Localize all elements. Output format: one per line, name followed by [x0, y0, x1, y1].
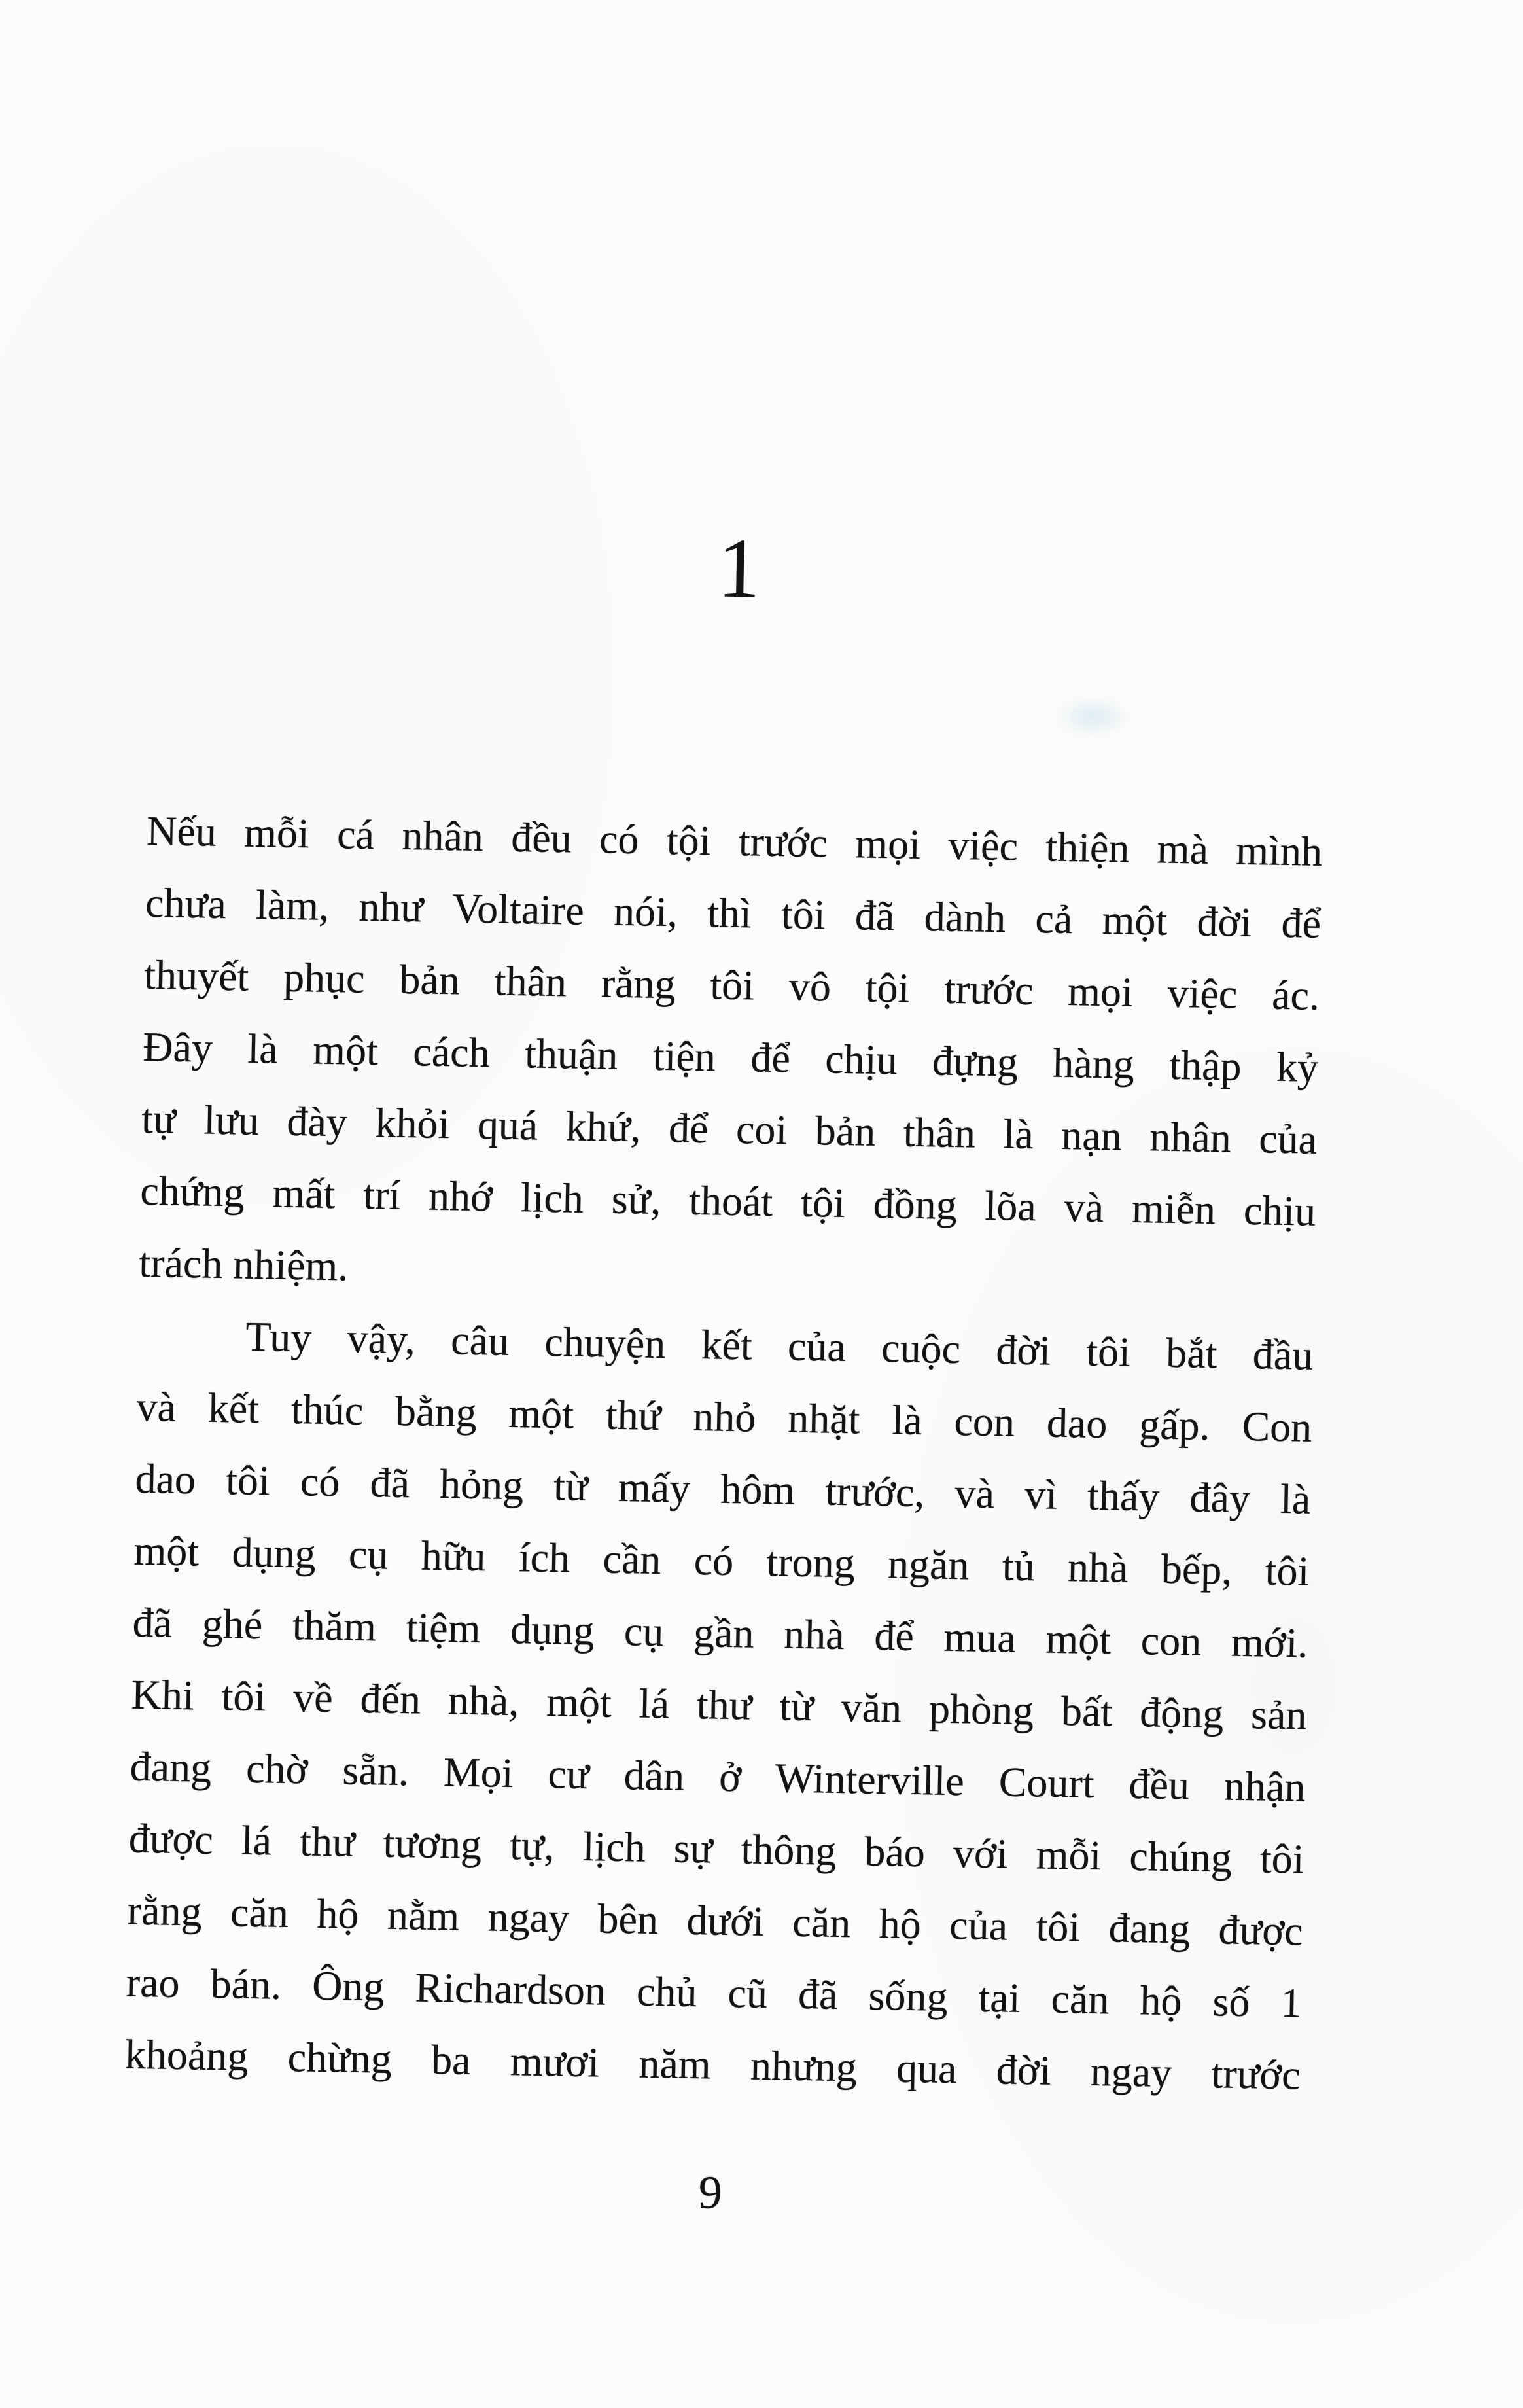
- text-line: đã ghé thăm tiệm dụng cụ gần nhà để mua một con mới.: [132, 1599, 1309, 1667]
- text-line: thuyết phục bản thân rằng tôi vô tội trước mọi việc ác.: [143, 951, 1320, 1019]
- text-line: chứng mất trí nhớ lịch sử, thoát tội đồng lõa và miễn chịu: [139, 1167, 1316, 1235]
- text-line: rằng căn hộ nằm ngay bên dưới căn hộ của tôi đang được: [127, 1886, 1304, 1955]
- text-line: chưa làm, như Voltaire nói, thì tôi đã dành cả một đời để: [145, 879, 1322, 947]
- text-line: rao bán. Ông Richardson chủ cũ đã sống tại căn hộ số 1: [126, 1958, 1303, 2027]
- page-number: 9: [698, 2166, 723, 2219]
- text-line: Nếu mỗi cá nhân đều có tội trước mọi việc thiện mà mình: [146, 807, 1323, 875]
- text-line: được lá thư tương tự, lịch sự thông báo với mỗi chúng tôi: [128, 1815, 1305, 1883]
- chapter-number: 1: [716, 521, 762, 616]
- page-content: [122, 509, 1328, 2227]
- body-text: [124, 795, 1323, 2112]
- text-line: khoảng chừng ba mươi năm nhưng qua đời ngay trước: [124, 2030, 1301, 2098]
- text-line: tự lưu đày khỏi quá khứ, để coi bản thân là nạn nhân của: [141, 1095, 1318, 1163]
- text-line-paragraph-end: trách nhiệm.: [138, 1239, 349, 1290]
- text-line: Khi tôi về đến nhà, một lá thư từ văn phòng bất động sản: [131, 1671, 1308, 1739]
- text-line: đang chờ sẵn. Mọi cư dân ở Winterville Court đều nhận: [130, 1743, 1306, 1811]
- text-line-paragraph-start: Tuy vậy, câu chuyện kết của cuộc đời tôi bắt đầu: [245, 1313, 1314, 1379]
- text-line: và kết thúc bằng một thứ nhỏ nhặt là con dao gấp. Con: [135, 1383, 1312, 1451]
- text-line: Đây là một cách thuận tiện để chịu đựng hàng thập kỷ: [142, 1023, 1319, 1091]
- text-line: một dụng cụ hữu ích cần có trong ngăn tủ nhà bếp, tôi: [133, 1527, 1310, 1595]
- text-line: dao tôi có đã hỏng từ mấy hôm trước, và vì thấy đây là: [134, 1455, 1311, 1523]
